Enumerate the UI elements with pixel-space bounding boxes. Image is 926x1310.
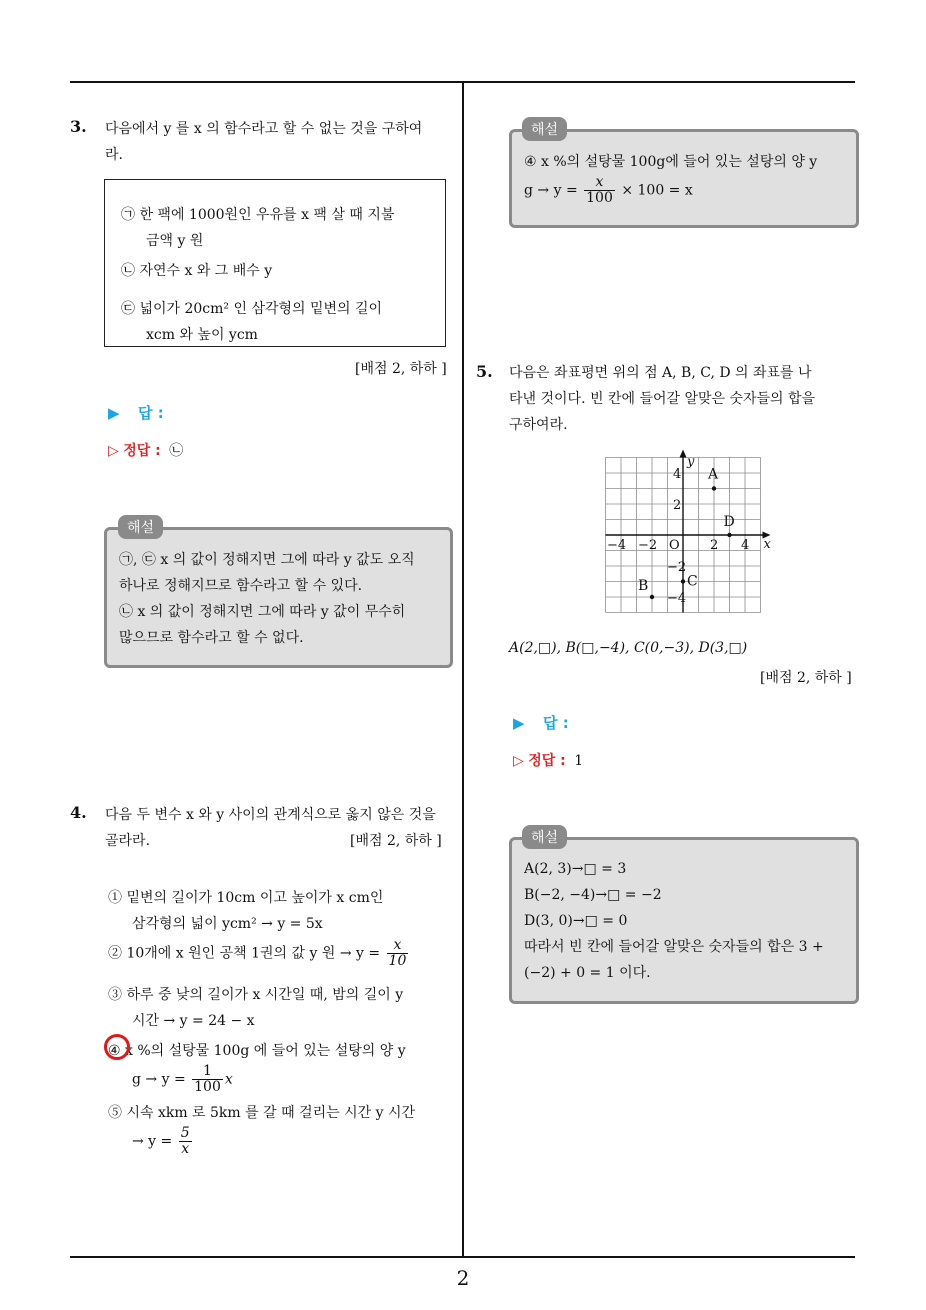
triangle-outline-icon: ▷ bbox=[108, 443, 119, 459]
y-tick-label: −2 bbox=[667, 560, 687, 575]
y-tick-label: 2 bbox=[673, 498, 682, 513]
coordinate-plane bbox=[596, 449, 776, 621]
point-d bbox=[727, 533, 731, 537]
q5-coordinates: A(2,□), B(□,−4), C(0,−3), D(3,□) bbox=[509, 640, 748, 656]
plotted-points bbox=[638, 467, 735, 600]
q5-question-line2: 타낸 것이다. 빈 칸에 들어갈 알맞은 숫자들의 합을 bbox=[509, 391, 816, 407]
q4-option-2[interactable]: ② 10개에 x 원인 공책 1권의 값 y 원 → y = $\frac{x}{10}$ bbox=[108, 937, 407, 969]
q4-option-2-fraction: $\frac{x}{10}$ bbox=[388, 937, 407, 969]
q4-option-5[interactable]: ⑤ 시속 xkm 로 5km 를 갈 때 걸리는 시간 y 시간 → y = $\frac{5}{x}$ bbox=[108, 1105, 415, 1157]
q5-question-line3: 구하여라. bbox=[509, 417, 568, 433]
q5-question-line1: 다음은 좌표평면 위의 점 A, B, C, D 의 좌표를 나 bbox=[509, 365, 812, 381]
q5-question bbox=[509, 360, 859, 438]
point-label-a: A bbox=[708, 466, 719, 483]
point-c bbox=[681, 579, 685, 583]
q3-answer-row bbox=[108, 402, 164, 423]
q3-box-item-1: ㉠ 한 팩에 1000원인 우유를 x 팩 살 때 지불 금액 y 원 bbox=[121, 207, 395, 249]
q3-box-item-2: ㉡ 자연수 x 와 그 배수 y bbox=[121, 263, 273, 279]
q4-option-4[interactable]: ④ x %의 설탕물 100g 에 들어 있는 설탕의 양 y g → y = $\frac{1}{100}$ x bbox=[108, 1043, 406, 1095]
q3-correct-row bbox=[108, 440, 183, 460]
q3-correct-label: 정답 : bbox=[123, 443, 161, 459]
q3-question bbox=[105, 116, 460, 168]
q4-option-1[interactable]: ① 밑변의 길이가 10cm 이고 높이가 x cm인 삼각형의 넓이 ycm² → y = 5x bbox=[108, 890, 384, 932]
q5-solution-tag: 해설 bbox=[522, 825, 567, 849]
q4-option-5-fraction: $\frac{5}{x}$ bbox=[180, 1125, 190, 1157]
q5-answer-row bbox=[513, 712, 569, 733]
origin-label: O bbox=[669, 538, 680, 553]
q4-score: [배점 2, 하하 ] bbox=[350, 833, 442, 849]
q4-solution-fraction: $\frac{x}{100}$ bbox=[586, 174, 613, 206]
q3-question-line2: 라. bbox=[105, 147, 123, 163]
q5-correct-row bbox=[513, 750, 583, 770]
x-tick-label: −4 bbox=[607, 538, 627, 553]
bottom-rule bbox=[70, 1256, 855, 1258]
q5-solution-text: A(2, 3)→□ = 3 B(−2, −4)→□ = −2 D(3, 0)→□ = 0 따라서 빈 칸에 들어갈 알맞은 숫자들의 합은 3 + (−2) + 0 = 1 이다. bbox=[524, 861, 824, 981]
x-tick-label: 2 bbox=[710, 538, 719, 553]
x-axis-label: x bbox=[763, 537, 771, 552]
q4-solution-box bbox=[509, 129, 859, 228]
q3-condition-box bbox=[104, 179, 446, 347]
q5-correct-value: 1 bbox=[574, 753, 584, 769]
q5-solution-box bbox=[509, 837, 859, 1004]
q3-question-line1: 다음에서 y 를 x 의 함수라고 할 수 없는 것을 구하여 bbox=[105, 121, 423, 137]
q5-number: 5. bbox=[476, 362, 493, 381]
q4-number: 4. bbox=[70, 803, 87, 822]
triangle-outline-icon: ▷ bbox=[513, 753, 524, 769]
q5-correct-label: 정답 : bbox=[528, 753, 566, 769]
q4-solution-tag: 해설 bbox=[522, 117, 567, 141]
q5-answer-label: 답 : bbox=[543, 714, 569, 732]
page-number: 2 bbox=[456, 1266, 470, 1290]
point-b bbox=[650, 595, 654, 599]
q5-score: [배점 2, 하하 ] bbox=[760, 670, 852, 686]
point-a bbox=[712, 486, 716, 490]
q4-option-3[interactable]: ③ 하루 중 낮의 길이가 x 시간일 때, 밤의 길이 y 시간 → y = 24 − x bbox=[108, 987, 404, 1029]
q4-question-line1: 다음 두 변수 x 와 y 사이의 관계식으로 옳지 않은 것을 bbox=[105, 807, 436, 823]
red-circle-mark-icon bbox=[104, 1034, 130, 1060]
column-divider bbox=[462, 82, 464, 1257]
play-icon: ▶ bbox=[513, 714, 525, 732]
y-axis-arrow-icon bbox=[680, 450, 687, 458]
point-label-d: D bbox=[723, 514, 735, 530]
y-axis-label: y bbox=[687, 454, 695, 470]
q3-solution-tag: 해설 bbox=[118, 515, 163, 539]
q4-option-4-fraction: $\frac{1}{100}$ bbox=[194, 1063, 221, 1095]
q4-question-line2: 골라라. bbox=[105, 833, 151, 849]
q4-solution-text: ④ x %의 설탕물 100g에 들어 있는 설탕의 양 y g → y = $\frac{x}{100}$ × 100 = x bbox=[524, 154, 818, 206]
q3-solution-text: ㉠, ㉢ x 의 값이 정해지면 그에 따라 y 값도 오직 하나로 정해지므로 함수라고 할 수 있다. ㉡ x 의 값이 정해지면 그에 따라 y 값이 무수히 많으므로 함수라고 할 수 없다. bbox=[119, 552, 415, 646]
y-tick-label: 4 bbox=[673, 467, 682, 482]
q3-number: 3. bbox=[70, 117, 87, 136]
q3-solution-box bbox=[104, 527, 453, 668]
q3-correct-value: ㉡ bbox=[169, 443, 184, 459]
play-icon: ▶ bbox=[108, 404, 120, 422]
q3-score: [배점 2, 하하 ] bbox=[355, 361, 447, 377]
point-label-b: B bbox=[638, 578, 649, 594]
x-tick-label: 4 bbox=[741, 538, 750, 553]
x-tick-label: −2 bbox=[638, 538, 658, 553]
q3-box-item-3: ㉢ 넓이가 20cm² 인 삼각형의 밑변의 길이 xcm 와 높이 ycm bbox=[121, 301, 383, 343]
q3-answer-label: 답 : bbox=[138, 404, 164, 422]
y-tick-label: −4 bbox=[667, 591, 687, 606]
point-label-c: C bbox=[687, 573, 698, 590]
